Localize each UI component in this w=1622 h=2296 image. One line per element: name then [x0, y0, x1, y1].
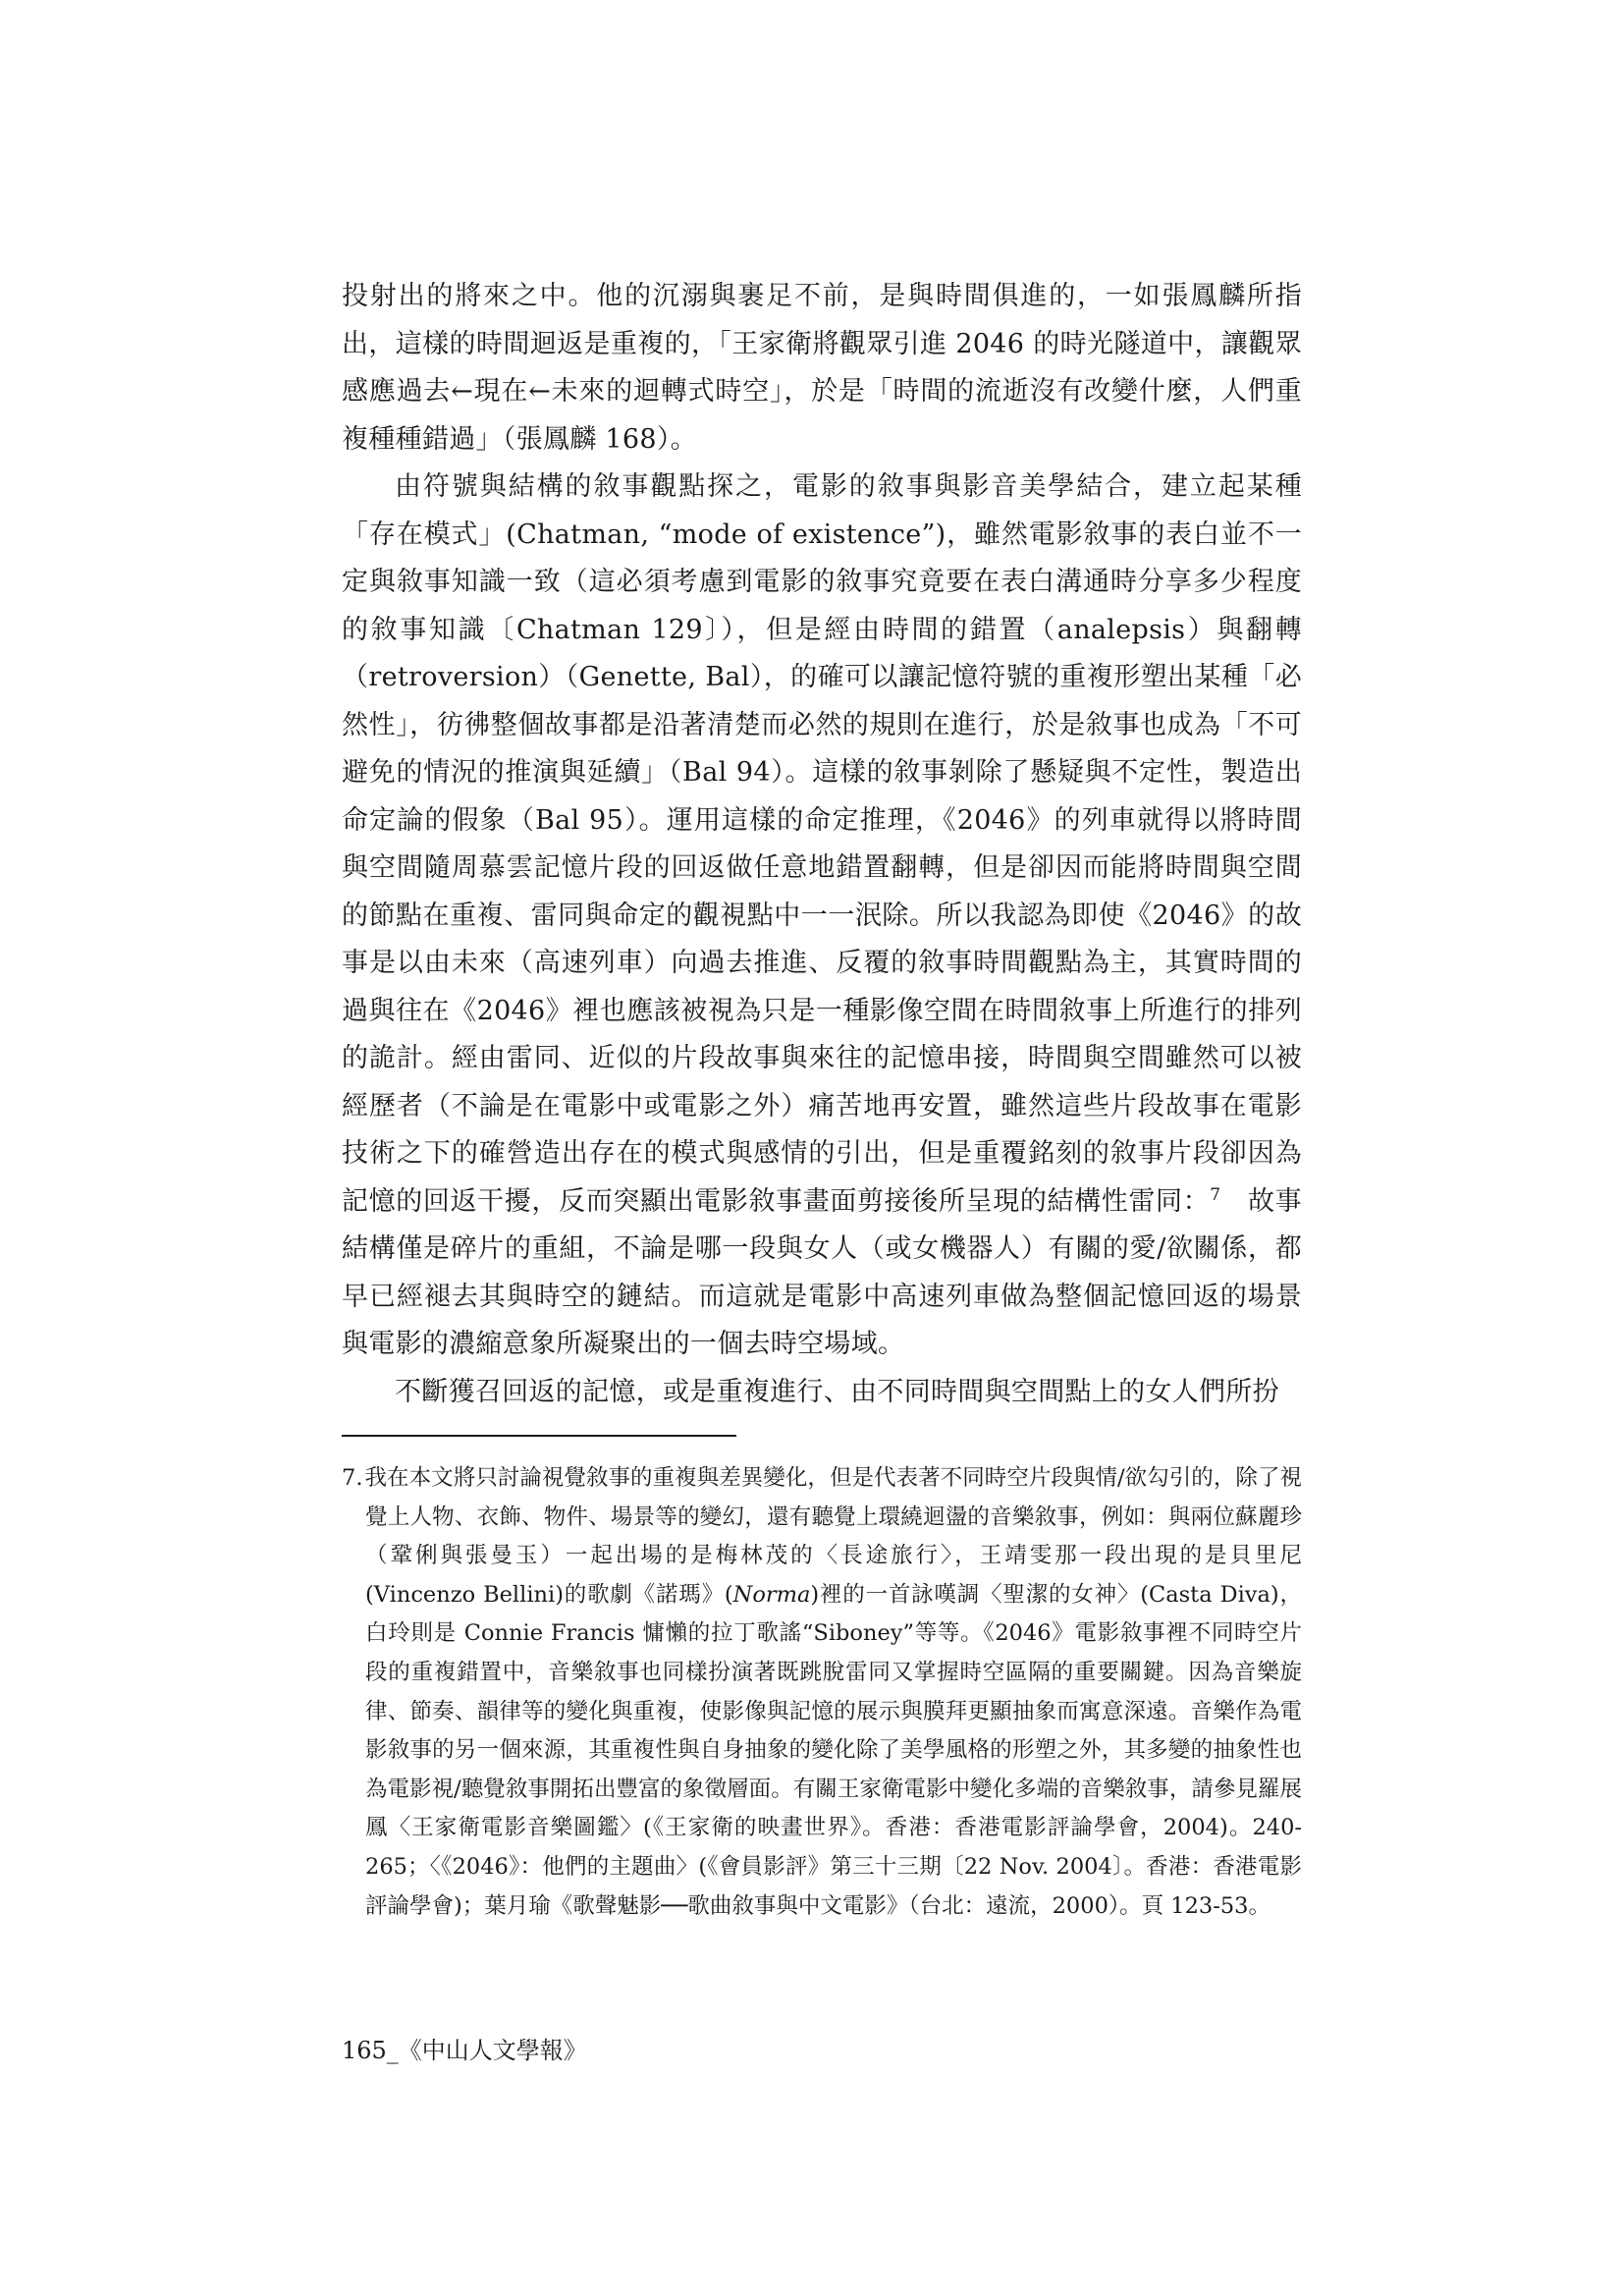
paragraph-3: 不斷獲召回返的記憶，或是重複進行、由不同時間與空間點上的女人們所扮: [395, 1376, 1279, 1407]
footnote-reference[interactable]: 7: [1210, 1184, 1221, 1205]
paragraph-2-part-1: 由符號與結構的敘事觀點探之，電影的敘事與影音美學結合，建立起某種「存在模式」(Chatman, “mode of existence”)，雖然電影敘事的表白並不一定與敘事知識一致（這必須考慮到電影的敘事究竟要在表白溝通時分享多少程度的敘事知識〔Chatman 129〕），但是經由時間的錯置（analepsis）與翻轉（retroversion）（Genette, Bal），的確可以讓記憶符號的重複形塑出某種「必然性」，彷彿整個故事都是沿著清楚而必然的規則在進行，於是敘事也成為「不可避免的情況的推演與延續」（Bal 94）。這樣的敘事剝除了懸疑與不定性，製造出命定論的假象（Bal 95）。運用這樣的命定推理，《2046》的列車就得以將時間與空間隨周慕雲記憶片段的回返做任意地錯置翻轉，但是卻因而能將時間與空間的節點在重複、雷同與命定的觀視點中一一泯除。所以我認為即使《2046》的故事是以由未來（高速列車）向過去推進、反覆的敘事時間觀點為主，其實時間的過與往在《2046》裡也應該被視為只是一種影像空間在時間敘事上所進行的排列的詭計。經由雷同、近似的片段故事與來往的記憶串接，時間與空間雖然可以被經歷者（不論是在電影中或電影之外）痛苦地再安置，雖然這些片段故事在電影技術之下的確營造出存在的模式與感情的引出，但是重覆銘刻的敘事片段卻因為記憶的回返干擾，反而突顯出電影敘事畫面剪接後所呈現的結構性雷同：: [342, 471, 1302, 1217]
paragraph-1: 投射出的將來之中。他的沉溺與裹足不前，是與時間俱進的，一如張鳳麟所指出，這樣的時間迴返是重複的，「王家衛將觀眾引進 2046 的時光隧道中，讓觀眾感應過去←現在←未來的迴轉式時空」，於是「時間的流逝沒有改變什麼，人們重複種種錯過」（張鳳麟 168）。: [342, 281, 1302, 455]
main-text: [342, 273, 1302, 1416]
footnote-text-a: 我在本文將只討論視覺敘事的重複與差異變化，但是代表著不同時空片段與情/欲勾引的，除了視覺上人物、衣飾、物件、場景等的變幻，還有聽覺上環繞迴盪的音樂敘事，例如：與兩位蘇麗珍（鞏俐與張曼玉）一起出場的是梅林茂的〈長途旅行〉，王靖雯那一段出現的是貝里尼(Vincenzo Bellini)的歌劇《諾瑪》(: [364, 1465, 1302, 1608]
footnote: [342, 1459, 1302, 1926]
page-footer: 165_《中山人文學報》: [342, 2037, 587, 2064]
paragraph-2: [342, 464, 1302, 1369]
footnote-text-italic: Norma: [732, 1581, 811, 1608]
footnote-divider: [342, 1435, 736, 1437]
footnote-number: 7.: [342, 1465, 363, 1491]
footnote-7: [342, 1459, 1302, 1926]
footnote-text-b: )裡的一首詠嘆調〈聖潔的女神〉(Casta Diva)，白玲則是 Connie Francis 慵懶的拉丁歌謠“Siboney”等等。《2046》電影敘事裡不同時空片段的重複錯置中，音樂敘事也同樣扮演著既跳脫雷同又掌握時空區隔的重要關鍵。因為音樂旋律、節奏、韻律等的變化與重複，使影像與記憶的展示與膜拜更顯抽象而寓意深遠。音樂作為電影敘事的另一個來源，其重複性與自身抽象的變化除了美學風格的形塑之外，其多變的抽象性也為電影視/聽覺敘事開拓出豐富的象徵層面。有關王家衛電影中變化多端的音樂敘事，請參見羅展鳳〈王家衛電影音樂圖鑑〉(《王家衛的映畫世界》。香港：香港電影評論學會，2004)。240-265；〈《2046》：他們的主題曲〉(《會員影評》第三十三期〔22 Nov. 2004〕。香港：香港電影評論學會)；葉月瑜《歌聲魅影──歌曲敘事與中文電影》（台北：遠流，2000）。頁 123-53。: [365, 1581, 1303, 1919]
paragraph-2-part-2: 故事結構僅是碎片的重組，不論是哪一段與女人（或女機器人）有關的愛/欲關係，都早已經褪去其與時空的鏈結。而這就是電影中高速列車做為整個記憶回返的場景與電影的濃縮意象所凝聚出的一個去時空場域。: [342, 1185, 1302, 1359]
